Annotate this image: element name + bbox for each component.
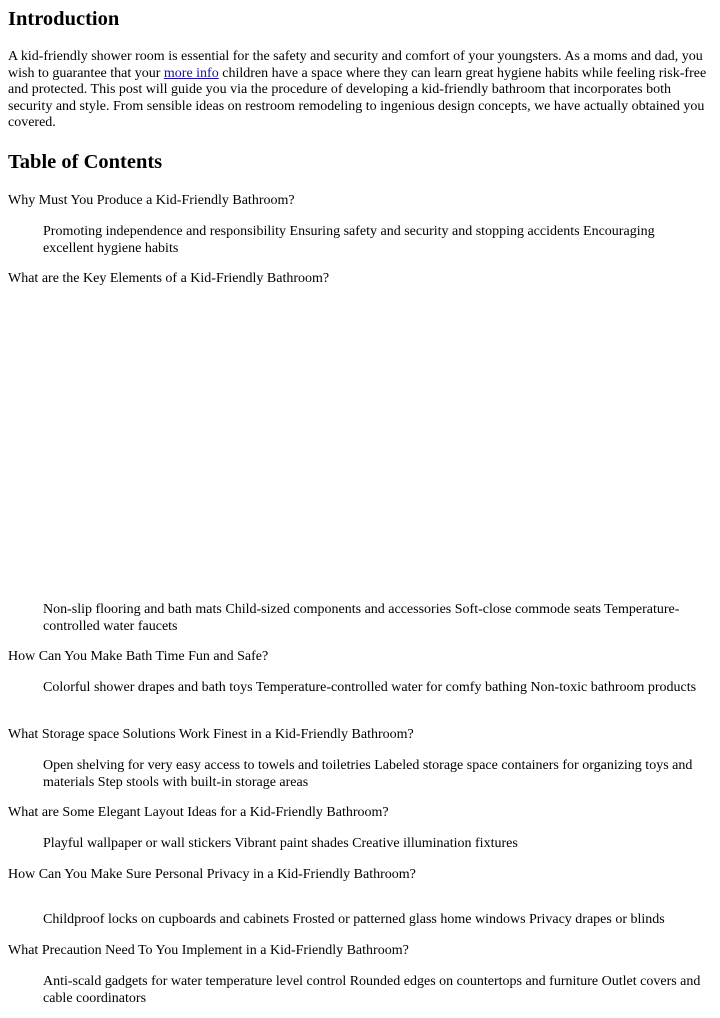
toc-answer: Anti-scald gadgets for water temperature level control Rounded edges on countertops and furniture Outlet covers and cable coordinators [43,974,701,1006]
toc-answer: Colorful shower drapes and bath toys Temperature-controlled water for comfy bathing Non-toxic bathroom products [43,680,697,695]
intro-text-before-link: A kid-friendly shower room is essential for the safety and security and comfort of your youngsters. As a moms and dad, you wish to guarantee that your [8,49,703,81]
introduction-paragraph [8,49,708,132]
toc-question: What are the Key Elements of a Kid-Friendly Bathroom? [8,271,330,286]
toc-question: How Can You Make Bath Time Fun and Safe? [8,649,269,664]
toc-answer: Childproof locks on cupboards and cabinets Frosted or patterned glass home windows Privacy drapes or blinds [43,912,665,927]
introduction-heading: Introduction [8,8,120,30]
toc-question: How Can You Make Sure Personal Privacy in a Kid-Friendly Bathroom? [8,867,416,882]
toc-answer: Playful wallpaper or wall stickers Vibrant paint shades Creative illumination fixtures [43,836,518,851]
table-of-contents-heading: Table of Contents [8,151,163,173]
toc-answer: Open shelving for very easy access to towels and toiletries Labeled storage space containers for organizing toys and materials Step stools with built-in storage areas [43,758,693,790]
toc-answer: Promoting independence and responsibility Ensuring safety and security and stopping accidents Encouraging excellent hygiene habits [43,224,655,256]
toc-question: What Storage space Solutions Work Finest in a Kid-Friendly Bathroom? [8,727,414,742]
blank-image-area [43,294,708,594]
toc-question: What Precaution Need To You Implement in a Kid-Friendly Bathroom? [8,943,409,958]
toc-question: What are Some Elegant Layout Ideas for a Kid-Friendly Bathroom? [8,805,389,820]
more-info-link[interactable]: more info [163,65,219,81]
toc-answer: Non-slip flooring and bath mats Child-sized components and accessories Soft-close commode seats Temperature-controlled water faucets [43,602,680,634]
intro-text-after-link: children have a space where they can learn great hygiene habits while feeling risk-free and protected. This post will guide you via the procedure of developing a kid-friendly bathroom that incorporates both security and style. From sensible ideas on restroom remodeling to ingenious design concepts, we have actually obtained you covered. [8,65,707,130]
toc-question: Why Must You Produce a Kid-Friendly Bathroom? [8,193,295,208]
